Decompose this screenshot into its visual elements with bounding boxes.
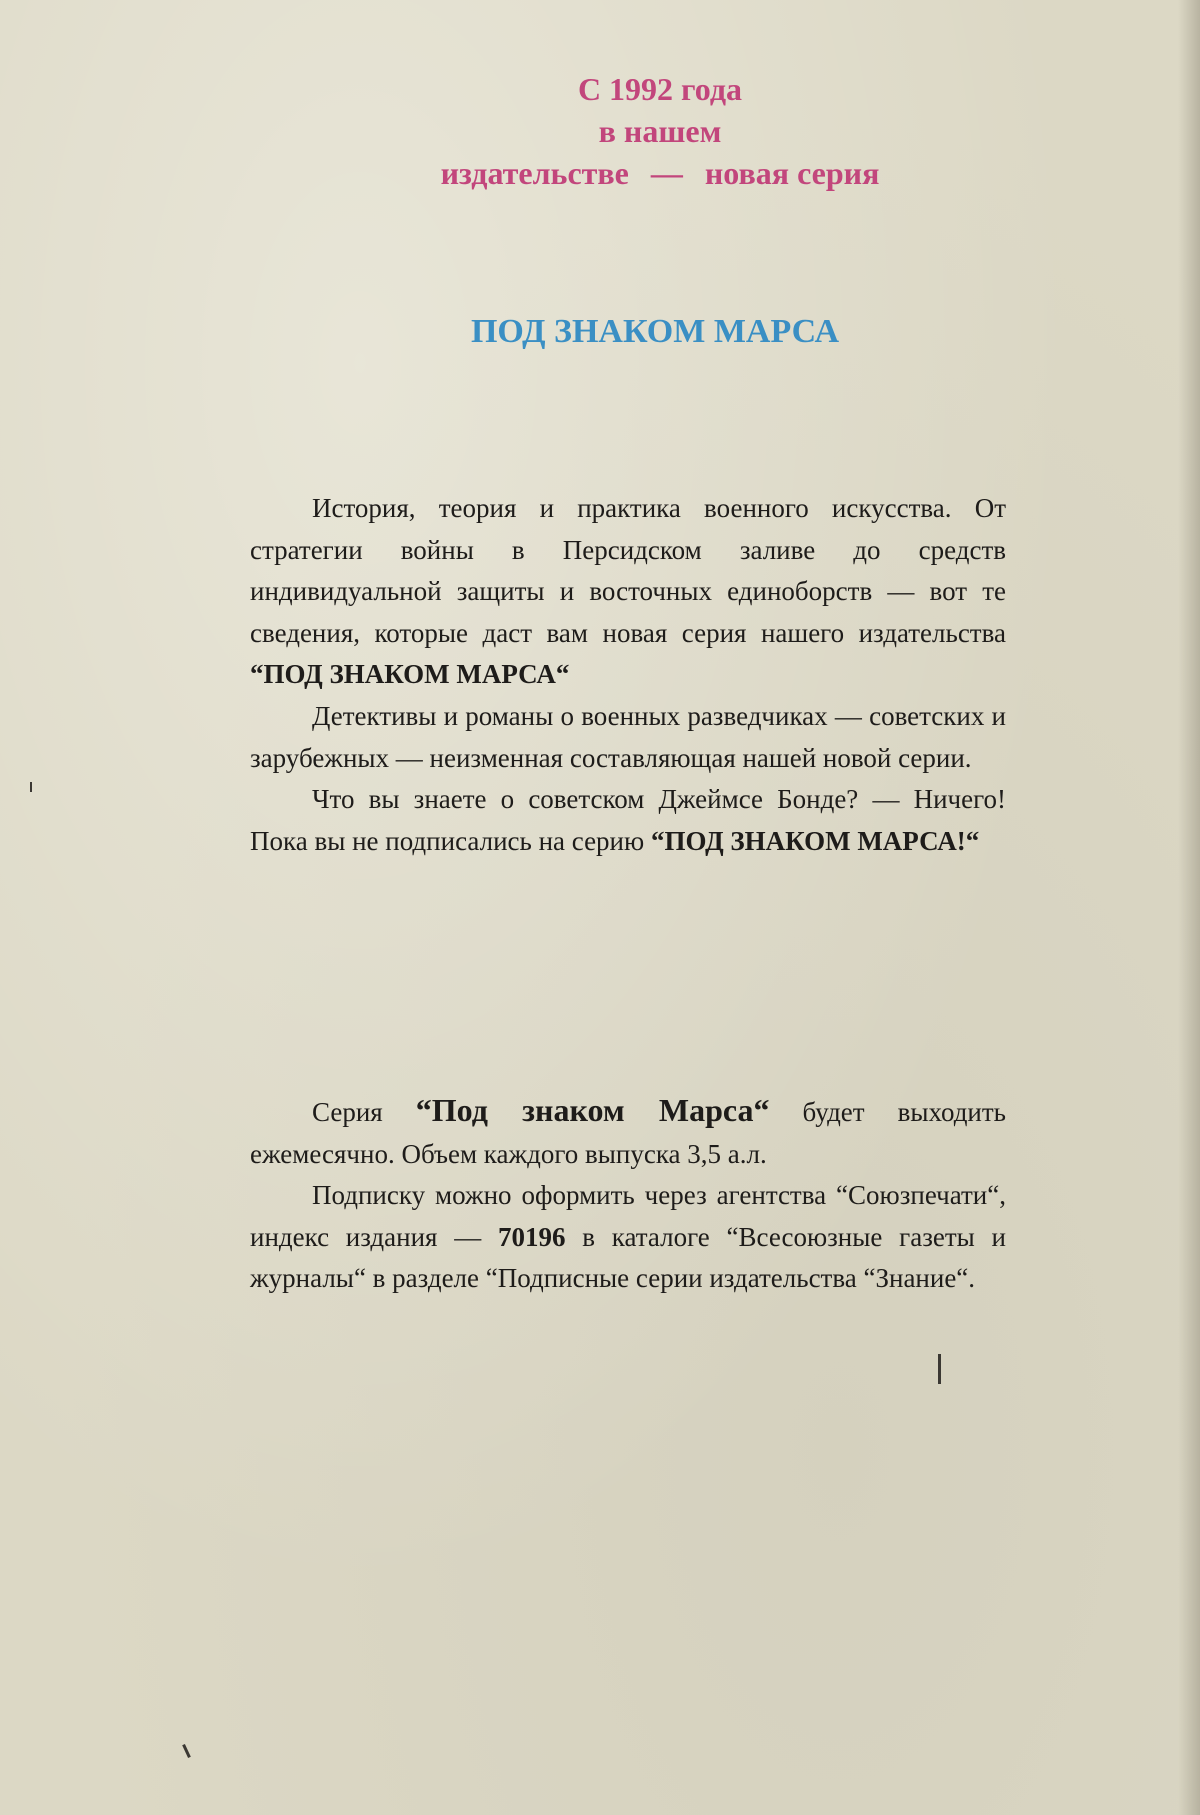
- description-block: [250, 488, 1006, 862]
- paragraph-bond: [250, 779, 1006, 862]
- series-title: ПОД ЗНАКОМ МАРСА: [470, 313, 840, 350]
- subscription-index: 70196: [497, 1221, 566, 1252]
- print-mark: [182, 1744, 191, 1758]
- header-line-1: С 1992 года: [577, 71, 743, 107]
- paragraph-subscription: [250, 1175, 1006, 1300]
- paragraph-bond-series-name: “ПОД ЗНАКОМ МАРСА!“: [650, 825, 980, 856]
- header-line-3-left: издательстве: [440, 155, 629, 191]
- paragraph-history: [250, 488, 1006, 696]
- paragraph-frequency: [250, 1090, 1006, 1175]
- paragraph-subscription-lead: Подписку можно оформить через агентства “Союзпечати“, индекс издания —: [250, 1180, 1006, 1252]
- paragraph-history-text: История, теория и практика военного искусства. От стратегии войны в Персидском заливе до средств индивидуальной защиты и восточных единоборств — вот те сведения, которые даст вам новая серия нашего издательства: [250, 493, 1006, 648]
- header-dash: —: [650, 155, 683, 191]
- paragraph-frequency-series-name: “Под знаком Марса“: [415, 1092, 770, 1128]
- page-edge-shadow: [1178, 0, 1200, 1815]
- print-mark: [938, 1354, 941, 1384]
- paragraph-frequency-lead: Серия: [312, 1097, 416, 1127]
- header-line-3: [60, 152, 1200, 194]
- paragraph-frequency-rest: будет выходить ежемесячно. Объем каждого выпуска 3,5 а.л.: [250, 1097, 1006, 1169]
- print-mark: [30, 782, 32, 792]
- paragraph-detectives: Детективы и романы о военных разведчиках — советских и зарубежных — неизменная составляющая нашей новой серии.: [250, 700, 1006, 773]
- paragraph-history-series-name: “ПОД ЗНАКОМ МАРСА“: [250, 659, 570, 690]
- paragraph-bond-text: Что вы знаете о советском Джеймсе Бонде? — Ничего! Пока вы не подписались на серию: [250, 784, 1006, 856]
- header-line-3-right: новая серия: [704, 155, 880, 191]
- paragraph-subscription-rest: в каталоге “Всесоюзные газеты и журналы“ в разделе “Подписные серии издательства “Знание“.: [250, 1221, 1006, 1294]
- subscription-block: [250, 1090, 1006, 1300]
- header-line-2: в нашем: [598, 113, 722, 149]
